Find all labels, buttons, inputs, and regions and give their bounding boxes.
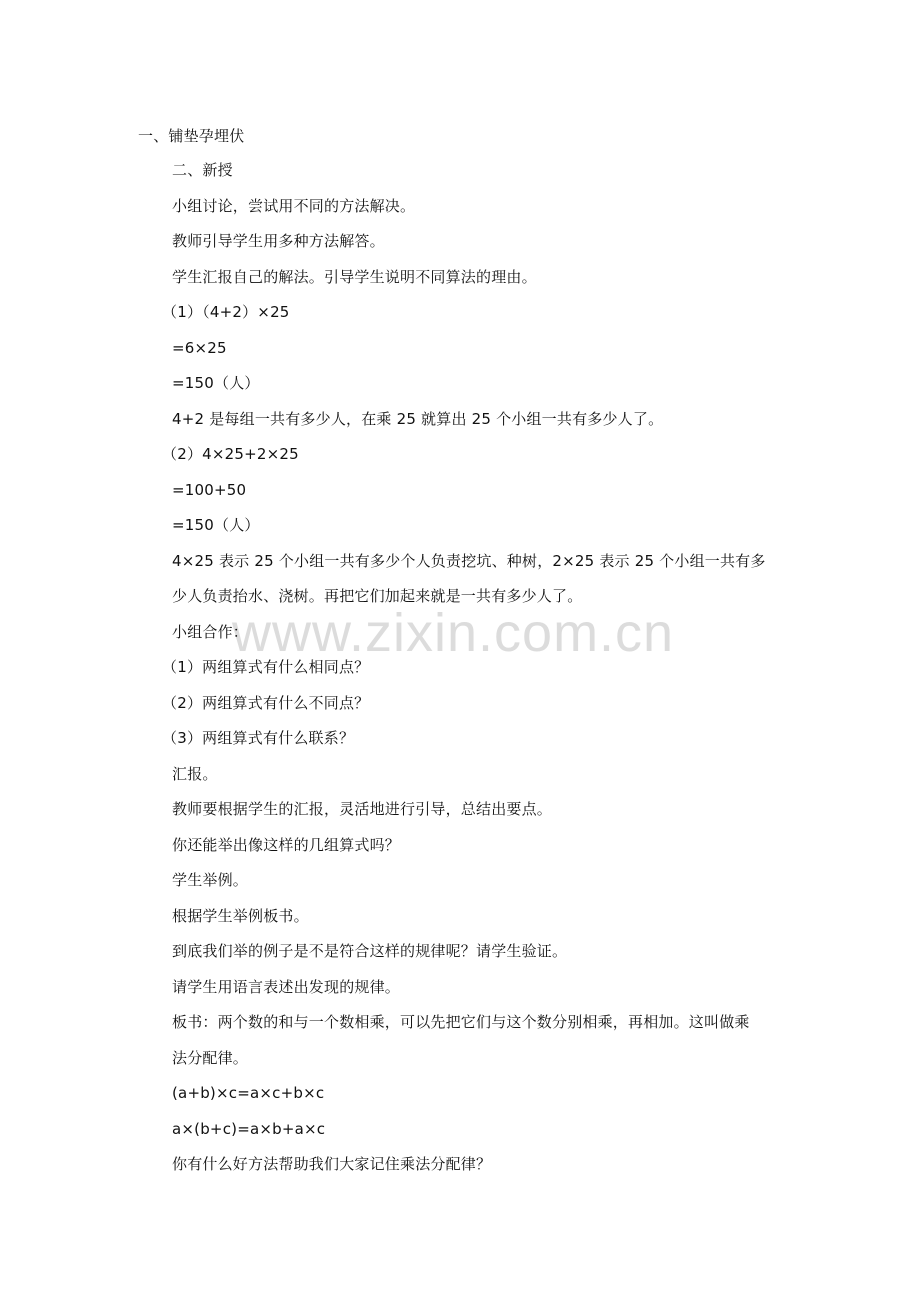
text-line: 学生汇报自己的解法。引导学生说明不同算法的理由。 xyxy=(172,268,537,286)
equation-line: （1）（4+2）×25 xyxy=(162,303,290,321)
question-line: （1）两组算式有什么相同点？ xyxy=(162,658,370,676)
heading-1: 一、铺垫孕埋伏 xyxy=(138,127,245,145)
formula-line: (a+b)×c=a×c+b×c xyxy=(172,1084,325,1102)
text-line: 教师引导学生用多种方法解答。 xyxy=(172,232,385,250)
text-line: 请学生用语言表述出发现的规律。 xyxy=(172,978,401,996)
text-line: 学生举例。 xyxy=(172,871,249,889)
equation-line: （2）4×25+2×25 xyxy=(162,445,299,463)
text-line: 4+2 是每组一共有多少人，在乘 25 就算出 25 个小组一共有多少人了。 xyxy=(172,410,664,428)
heading-2: 二、新授 xyxy=(172,161,233,179)
equation-line: =100+50 xyxy=(172,481,247,499)
text-line: 你还能举出像这样的几组算式吗？ xyxy=(172,836,401,854)
text-line: 你有什么好方法帮助我们大家记住乘法分配律？ xyxy=(172,1155,492,1173)
question-line: （3）两组算式有什么联系？ xyxy=(162,729,355,747)
text-line: 到底我们举的例子是不是符合这样的规律呢？请学生验证。 xyxy=(172,942,568,960)
text-line: 汇报。 xyxy=(172,765,218,783)
text-line: 板书：两个数的和与一个数相乘，可以先把它们与这个数分别相乘，再相加。这叫做乘 xyxy=(172,1013,750,1031)
text-line: 小组合作： xyxy=(172,623,249,641)
equation-line: =6×25 xyxy=(172,339,227,357)
text-line: 教师要根据学生的汇报，灵活地进行引导，总结出要点。 xyxy=(172,800,553,818)
equation-line: =150（人） xyxy=(172,516,260,534)
watermark: www.zixin.com.cn xyxy=(232,603,675,663)
text-line: 根据学生举例板书。 xyxy=(172,907,309,925)
question-line: （2）两组算式有什么不同点？ xyxy=(162,694,370,712)
equation-line: =150（人） xyxy=(172,374,260,392)
text-line: 小组讨论，尝试用不同的方法解决。 xyxy=(172,197,416,215)
text-line: 少人负责抬水、浇树。再把它们加起来就是一共有多少人了。 xyxy=(172,587,583,605)
text-line: 法分配律。 xyxy=(172,1049,249,1067)
formula-line: a×(b+c)=a×b+a×c xyxy=(172,1120,326,1138)
text-line: 4×25 表示 25 个小组一共有多少个人负责挖坑、种树，2×25 表示 25 个小组一共有多 xyxy=(172,552,766,570)
